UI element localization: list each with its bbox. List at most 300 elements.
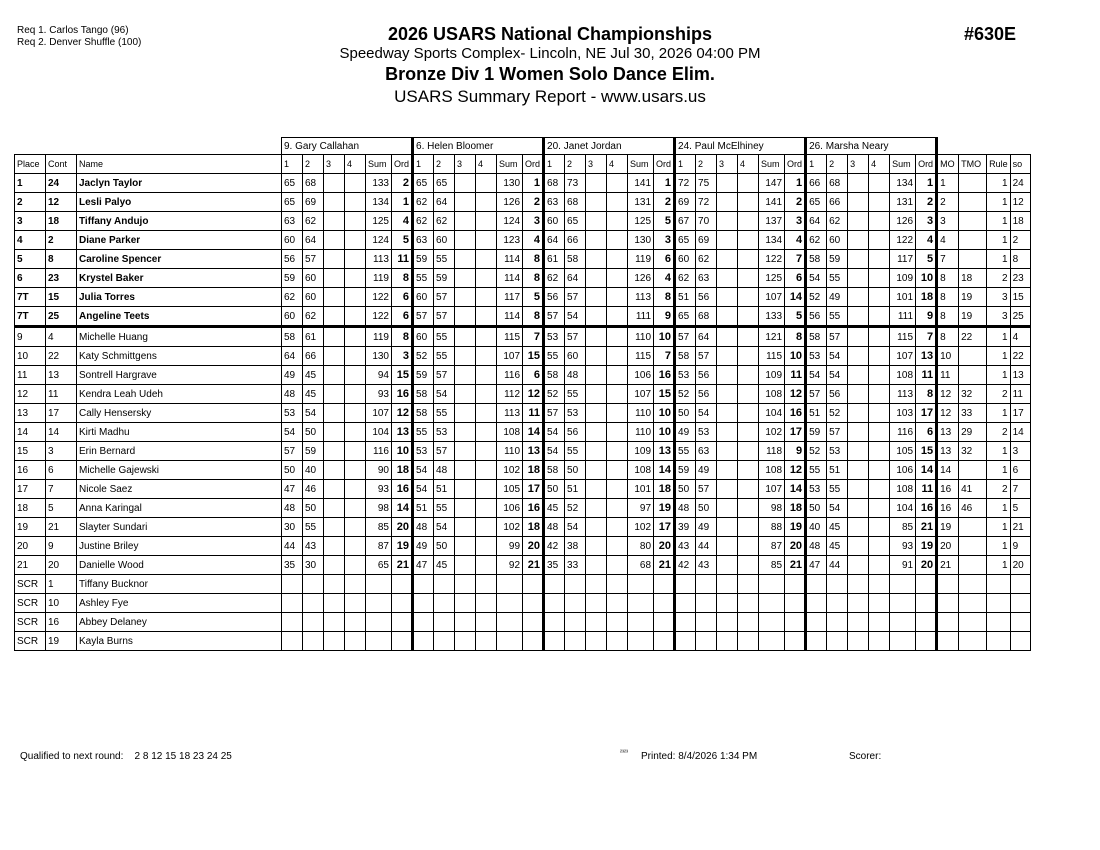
score-cell xyxy=(455,269,476,288)
sum-cell: 119 xyxy=(628,250,654,269)
ordinal-cell xyxy=(654,632,675,651)
score-cell xyxy=(869,385,890,404)
score-cell xyxy=(607,307,628,327)
table-row xyxy=(15,307,1031,327)
score-cell xyxy=(869,307,890,327)
score-cell xyxy=(806,575,827,594)
score-cell: 54 xyxy=(413,461,434,480)
score-cell xyxy=(806,594,827,613)
score-cell xyxy=(324,537,345,556)
score-cell xyxy=(455,480,476,499)
score-cell xyxy=(848,327,869,347)
column-header-judge: Ord xyxy=(785,155,806,174)
skater-name: Justine Briley xyxy=(77,537,282,556)
score-cell xyxy=(869,327,890,347)
ordinal-cell: 21 xyxy=(916,518,937,537)
score-cell xyxy=(455,250,476,269)
tmo-cell xyxy=(959,212,987,231)
score-cell xyxy=(476,385,497,404)
ordinal-cell: 13 xyxy=(523,442,544,461)
score-cell xyxy=(476,518,497,537)
score-cell: 60 xyxy=(544,212,565,231)
ordinal-cell: 10 xyxy=(392,442,413,461)
score-cell: 68 xyxy=(544,174,565,193)
score-cell: 47 xyxy=(282,480,303,499)
mo-cell: 13 xyxy=(937,442,959,461)
score-cell: 73 xyxy=(565,174,586,193)
score-cell: 61 xyxy=(303,327,324,347)
sum-cell: 85 xyxy=(759,556,785,575)
sum-cell: 122 xyxy=(366,307,392,327)
score-cell xyxy=(586,461,607,480)
tmo-cell xyxy=(959,250,987,269)
table-row xyxy=(15,269,1031,288)
score-cell: 68 xyxy=(303,174,324,193)
place-cell: 7T xyxy=(15,288,46,307)
score-cell xyxy=(324,327,345,347)
score-cell: 54 xyxy=(827,499,848,518)
score-cell xyxy=(717,556,738,575)
score-cell xyxy=(586,231,607,250)
sum-cell: 119 xyxy=(366,327,392,347)
rule-cell: 2 xyxy=(987,423,1011,442)
contestant-number: 7 xyxy=(46,480,77,499)
score-cell: 57 xyxy=(434,366,455,385)
score-cell xyxy=(565,594,586,613)
score-cell xyxy=(586,632,607,651)
score-cell: 65 xyxy=(565,212,586,231)
score-cell xyxy=(434,575,455,594)
score-cell xyxy=(607,575,628,594)
score-cell xyxy=(848,461,869,480)
ordinal-cell: 5 xyxy=(523,288,544,307)
report-header xyxy=(290,24,810,108)
tmo-cell: 33 xyxy=(959,404,987,423)
skater-name: Jaclyn Taylor xyxy=(77,174,282,193)
so-cell xyxy=(1010,575,1030,594)
score-cell xyxy=(345,327,366,347)
score-cell xyxy=(848,404,869,423)
sum-cell: 108 xyxy=(628,461,654,480)
contestant-number: 15 xyxy=(46,288,77,307)
sum-cell: 126 xyxy=(628,269,654,288)
table-row xyxy=(15,423,1031,442)
score-cell xyxy=(345,231,366,250)
score-cell xyxy=(738,269,759,288)
ordinal-cell: 2 xyxy=(654,193,675,212)
ordinal-cell: 3 xyxy=(654,231,675,250)
ordinal-cell xyxy=(523,575,544,594)
score-cell: 56 xyxy=(544,288,565,307)
score-cell: 67 xyxy=(675,212,696,231)
score-cell xyxy=(586,575,607,594)
score-cell xyxy=(282,575,303,594)
score-cell: 69 xyxy=(303,193,324,212)
score-cell: 57 xyxy=(806,385,827,404)
sum-cell: 108 xyxy=(759,385,785,404)
score-cell xyxy=(848,269,869,288)
ordinal-cell: 20 xyxy=(654,537,675,556)
score-cell: 57 xyxy=(282,442,303,461)
mo-cell: 8 xyxy=(937,288,959,307)
score-cell: 48 xyxy=(282,385,303,404)
mo-cell: 4 xyxy=(937,231,959,250)
score-cell: 60 xyxy=(675,250,696,269)
column-header-judge: 1 xyxy=(282,155,303,174)
score-cell: 62 xyxy=(282,288,303,307)
score-cell xyxy=(848,423,869,442)
sum-cell: 105 xyxy=(890,442,916,461)
score-cell: 50 xyxy=(675,404,696,423)
score-cell xyxy=(738,385,759,404)
sum-cell: 80 xyxy=(628,537,654,556)
event-number: #630E xyxy=(964,24,1017,44)
skater-name: Lesli Palyo xyxy=(77,193,282,212)
score-cell: 63 xyxy=(696,269,717,288)
sum-cell xyxy=(366,594,392,613)
score-cell: 55 xyxy=(827,269,848,288)
ordinal-cell xyxy=(392,575,413,594)
score-cell: 55 xyxy=(434,499,455,518)
score-cell: 51 xyxy=(434,480,455,499)
sum-cell: 113 xyxy=(628,288,654,307)
score-cell xyxy=(455,632,476,651)
score-cell: 51 xyxy=(827,461,848,480)
score-cell: 50 xyxy=(434,537,455,556)
score-cell: 33 xyxy=(565,556,586,575)
score-cell: 49 xyxy=(696,461,717,480)
place-cell: 17 xyxy=(15,480,46,499)
score-cell: 44 xyxy=(827,556,848,575)
score-cell: 64 xyxy=(565,269,586,288)
sum-cell xyxy=(890,575,916,594)
score-cell: 56 xyxy=(696,385,717,404)
rule-cell: 1 xyxy=(987,442,1011,461)
skater-name: Michelle Gajewski xyxy=(77,461,282,480)
sum-cell: 119 xyxy=(366,269,392,288)
ordinal-cell: 14 xyxy=(654,461,675,480)
score-cell xyxy=(476,347,497,366)
score-cell xyxy=(717,212,738,231)
score-cell: 58 xyxy=(675,347,696,366)
score-cell: 72 xyxy=(696,193,717,212)
column-header-judge: 4 xyxy=(607,155,628,174)
tmo-cell xyxy=(959,575,987,594)
score-cell: 55 xyxy=(827,307,848,327)
score-cell: 45 xyxy=(544,499,565,518)
score-cell xyxy=(345,174,366,193)
column-header-place: Place xyxy=(15,155,46,174)
score-cell xyxy=(848,193,869,212)
sum-cell: 90 xyxy=(366,461,392,480)
score-cell: 50 xyxy=(565,461,586,480)
score-cell xyxy=(869,594,890,613)
ordinal-cell: 8 xyxy=(392,269,413,288)
score-cell xyxy=(869,269,890,288)
so-cell: 22 xyxy=(1010,347,1030,366)
sum-cell: 114 xyxy=(497,307,523,327)
sum-cell: 92 xyxy=(497,556,523,575)
ordinal-cell: 16 xyxy=(916,499,937,518)
ordinal-cell: 2 xyxy=(392,174,413,193)
skater-name: Angeline Teets xyxy=(77,307,282,327)
score-cell xyxy=(717,231,738,250)
score-cell xyxy=(476,632,497,651)
score-cell xyxy=(738,480,759,499)
score-cell xyxy=(324,174,345,193)
report-title: USARS Summary Report - www.usars.us xyxy=(394,87,706,106)
sum-cell: 110 xyxy=(628,327,654,347)
ordinal-cell: 1 xyxy=(916,174,937,193)
tmo-cell xyxy=(959,518,987,537)
contestant-number: 5 xyxy=(46,499,77,518)
score-cell: 58 xyxy=(544,461,565,480)
column-header-judge: Sum xyxy=(759,155,785,174)
score-cell xyxy=(827,613,848,632)
score-cell xyxy=(544,594,565,613)
ordinal-cell: 20 xyxy=(392,518,413,537)
tmo-cell: 19 xyxy=(959,307,987,327)
score-cell xyxy=(303,632,324,651)
score-cell xyxy=(675,594,696,613)
ordinal-cell: 18 xyxy=(654,480,675,499)
score-cell xyxy=(717,193,738,212)
sum-cell: 65 xyxy=(366,556,392,575)
score-cell: 53 xyxy=(806,480,827,499)
column-header-extra: MO xyxy=(937,155,959,174)
ordinal-cell: 2 xyxy=(523,193,544,212)
ordinal-cell: 5 xyxy=(654,212,675,231)
score-cell xyxy=(413,632,434,651)
score-cell xyxy=(586,594,607,613)
sum-cell: 134 xyxy=(366,193,392,212)
ordinal-cell: 16 xyxy=(392,480,413,499)
sum-cell xyxy=(497,632,523,651)
score-cell xyxy=(324,307,345,327)
ordinal-cell: 7 xyxy=(654,347,675,366)
skater-name: Kayla Burns xyxy=(77,632,282,651)
score-cell xyxy=(848,594,869,613)
score-cell: 55 xyxy=(434,347,455,366)
ordinal-cell: 9 xyxy=(785,442,806,461)
score-cell: 54 xyxy=(303,404,324,423)
sum-cell xyxy=(366,575,392,594)
mo-cell xyxy=(937,594,959,613)
score-cell xyxy=(455,327,476,347)
rule-cell: 1 xyxy=(987,556,1011,575)
score-cell xyxy=(345,594,366,613)
score-cell xyxy=(848,250,869,269)
score-cell xyxy=(544,632,565,651)
score-cell xyxy=(869,423,890,442)
score-cell: 48 xyxy=(675,499,696,518)
qualified-label: Qualified to next round: xyxy=(20,751,124,762)
score-cell: 49 xyxy=(696,518,717,537)
ordinal-cell: 6 xyxy=(916,423,937,442)
score-cell xyxy=(476,423,497,442)
score-cell xyxy=(717,269,738,288)
mo-cell: 16 xyxy=(937,499,959,518)
so-cell: 18 xyxy=(1010,212,1030,231)
judge-header-row xyxy=(15,138,1031,155)
score-cell xyxy=(869,461,890,480)
score-cell xyxy=(345,461,366,480)
ordinal-cell: 14 xyxy=(523,423,544,442)
score-cell: 52 xyxy=(544,385,565,404)
contestant-number: 11 xyxy=(46,385,77,404)
score-cell: 59 xyxy=(303,442,324,461)
contestant-number: 13 xyxy=(46,366,77,385)
score-cell: 59 xyxy=(434,269,455,288)
ordinal-cell: 10 xyxy=(654,423,675,442)
sum-cell: 113 xyxy=(366,250,392,269)
score-cell: 47 xyxy=(413,556,434,575)
skater-name: Slayter Sundari xyxy=(77,518,282,537)
score-cell: 49 xyxy=(282,366,303,385)
sum-cell: 141 xyxy=(628,174,654,193)
score-cell: 54 xyxy=(434,518,455,537)
ordinal-cell: 1 xyxy=(392,193,413,212)
score-cell: 53 xyxy=(282,404,303,423)
score-cell xyxy=(848,442,869,461)
table-row xyxy=(15,594,1031,613)
sum-cell: 147 xyxy=(759,174,785,193)
rule-cell: 1 xyxy=(987,212,1011,231)
score-cell xyxy=(869,442,890,461)
score-cell xyxy=(869,366,890,385)
score-cell: 60 xyxy=(434,231,455,250)
sum-cell xyxy=(759,613,785,632)
score-cell xyxy=(607,366,628,385)
score-cell xyxy=(586,193,607,212)
blank-cell xyxy=(937,138,1031,155)
score-cell: 50 xyxy=(806,499,827,518)
score-cell: 45 xyxy=(303,385,324,404)
sum-cell: 130 xyxy=(497,174,523,193)
sum-cell: 130 xyxy=(366,347,392,366)
table-row xyxy=(15,480,1031,499)
score-cell xyxy=(738,347,759,366)
column-header-row xyxy=(15,155,1031,174)
score-cell: 66 xyxy=(806,174,827,193)
score-cell xyxy=(827,594,848,613)
score-cell: 68 xyxy=(827,174,848,193)
sum-cell: 98 xyxy=(759,499,785,518)
sum-cell: 97 xyxy=(628,499,654,518)
score-cell: 63 xyxy=(282,212,303,231)
sum-cell: 124 xyxy=(497,212,523,231)
sum-cell: 114 xyxy=(497,250,523,269)
ordinal-cell: 4 xyxy=(785,231,806,250)
ordinal-cell: 14 xyxy=(392,499,413,518)
score-cell xyxy=(675,632,696,651)
sum-cell: 141 xyxy=(759,193,785,212)
mo-cell: 3 xyxy=(937,212,959,231)
score-cell xyxy=(717,613,738,632)
sum-cell: 106 xyxy=(497,499,523,518)
score-cell xyxy=(586,327,607,347)
ordinal-cell: 15 xyxy=(916,442,937,461)
column-header-judge: 4 xyxy=(738,155,759,174)
ordinal-cell: 7 xyxy=(916,327,937,347)
score-cell: 55 xyxy=(413,423,434,442)
score-cell: 56 xyxy=(282,250,303,269)
skater-name: Kirti Madhu xyxy=(77,423,282,442)
score-cell xyxy=(345,499,366,518)
score-cell xyxy=(738,594,759,613)
column-header-judge: 3 xyxy=(717,155,738,174)
score-cell: 40 xyxy=(303,461,324,480)
ordinal-cell: 19 xyxy=(785,518,806,537)
column-header-judge: Sum xyxy=(890,155,916,174)
score-cell xyxy=(476,556,497,575)
score-cell xyxy=(455,288,476,307)
score-cell: 62 xyxy=(434,212,455,231)
so-cell xyxy=(1010,594,1030,613)
so-cell xyxy=(1010,613,1030,632)
sum-cell: 102 xyxy=(628,518,654,537)
score-cell: 55 xyxy=(434,404,455,423)
score-cell: 57 xyxy=(827,423,848,442)
rule-cell: 2 xyxy=(987,269,1011,288)
place-cell: 19 xyxy=(15,518,46,537)
column-header-judge: 3 xyxy=(324,155,345,174)
ordinal-cell: 8 xyxy=(523,269,544,288)
score-cell: 48 xyxy=(413,518,434,537)
score-cell xyxy=(607,193,628,212)
mo-cell: 11 xyxy=(937,366,959,385)
score-cell: 55 xyxy=(413,269,434,288)
score-cell: 54 xyxy=(434,385,455,404)
mo-cell xyxy=(937,632,959,651)
score-cell: 62 xyxy=(303,307,324,327)
so-cell: 7 xyxy=(1010,480,1030,499)
sum-cell: 85 xyxy=(366,518,392,537)
tmo-cell: 32 xyxy=(959,442,987,461)
score-cell: 70 xyxy=(696,212,717,231)
sum-cell: 101 xyxy=(890,288,916,307)
score-cell xyxy=(324,366,345,385)
score-cell: 50 xyxy=(696,499,717,518)
mo-cell: 20 xyxy=(937,537,959,556)
contestant-number: 12 xyxy=(46,193,77,212)
table-row xyxy=(15,174,1031,193)
ordinal-cell: 14 xyxy=(785,288,806,307)
score-cell xyxy=(848,518,869,537)
contestant-number: 2 xyxy=(46,231,77,250)
score-cell xyxy=(869,518,890,537)
contestant-number: 19 xyxy=(46,632,77,651)
mo-cell xyxy=(937,575,959,594)
place-cell: 12 xyxy=(15,385,46,404)
score-cell xyxy=(586,442,607,461)
score-cell: 39 xyxy=(675,518,696,537)
score-cell xyxy=(607,212,628,231)
score-cell: 42 xyxy=(544,537,565,556)
rule-cell: 2 xyxy=(987,480,1011,499)
sum-cell: 68 xyxy=(628,556,654,575)
score-cell xyxy=(607,347,628,366)
so-cell: 14 xyxy=(1010,423,1030,442)
score-cell: 53 xyxy=(806,347,827,366)
score-cell: 45 xyxy=(827,537,848,556)
skater-name: Katy Schmittgens xyxy=(77,347,282,366)
score-cell xyxy=(586,404,607,423)
score-cell: 55 xyxy=(565,442,586,461)
sum-cell: 91 xyxy=(890,556,916,575)
contestant-number: 25 xyxy=(46,307,77,327)
score-cell xyxy=(324,499,345,518)
